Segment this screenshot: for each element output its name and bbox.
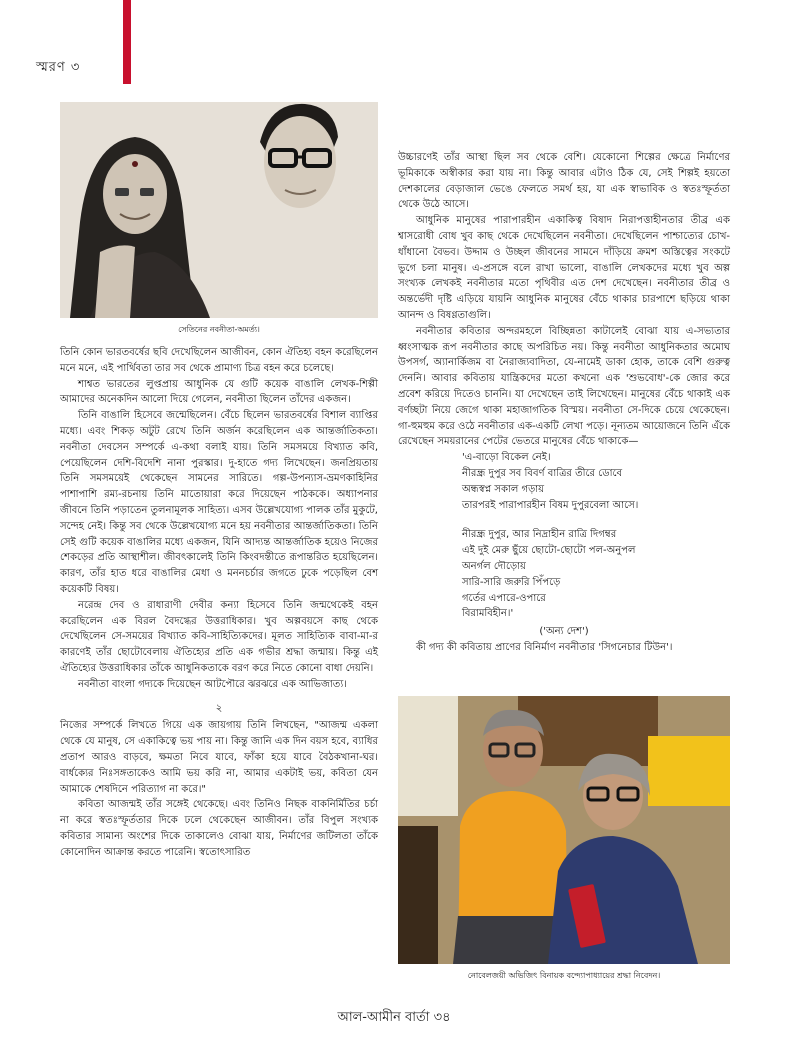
paragraph: নবনীতা বাংলা গদ্যকে দিয়েছেন আটপৌরে ঝরঝরে এক আভিজাত্য। xyxy=(78,678,347,690)
photo-top-caption: সেতিনের নবনীতা-অমর্ত্য। xyxy=(178,325,260,334)
paragraph: কী গদ্য কী কবিতায় প্রাণের বিনির্মাণ নবনীতার 'সিগনেচার টিউন'। xyxy=(416,641,673,653)
paragraph: তিনি বাঙালি হিসেবে জন্মেছিলেন। বেঁচে ছিলেন ভারতবর্ষের বিশাল ব্যাপ্তির মধ্যে। এবং শিকড় অটুট রেখে তিনি অর্জন করেছিলেন এক আন্তর্জাতিকতা। নবনীতা দেবসেন সম্পর্কে এ-কথা বলাই যায়। তিনি সমসময়ে বিখ্যাত কবি, পেয়েছিলেন দেশি-বিদেশি নানা পুরস্কার। দু-হাতে গদ্য লিখেছেন। জনপ্রিয়তায় তিনি সমসময়েই থেকেছেন সামনের সারিতে। গল্প-উপন্যাস-ভ্রমণকাহিনির পাশাপাশি রম্য-রচনায় তিনি মাতোয়ারা করে দিয়েছেন পাঠককে। অধ্যাপনার জীবনে তিনি পড়াতেন তুলনামূলক সাহিত্য। এসব উল্লেখযোগ্য পালক তাঁর মুকুটে, সন্দেহ নেই। কিন্তু সব থেকে উল্লেখযোগ্য মনে হয় নবনীতার আন্তর্জাতিকতা। তিনি সেই গুটি কয়েক বাঙালির মধ্যে একজন, যিনি আদ্যন্ত আন্তর্জাতিক হয়েও নিজের শেকড়ের প্রতি আস্থাশীল। জীবৎকালেই তিনি কিংবদন্তীতে রূপান্তরিত হয়েছিলেন। কারণ, তাঁর হাত ধরে বাঙালির মেধা ও মননচর্চার জগতে ঢুকে পড়েছিল বেশ কয়েকটি বিষয়। xyxy=(60,410,378,595)
photo-illustration xyxy=(60,102,378,318)
section-label: স্মরণ ৩ xyxy=(36,60,81,75)
paragraph: নিজের সম্পর্কে লিখতে গিয়ে এক জায়গায় তিনি লিখছেন, "আজন্ম একলা থেকে যে মানুষ, সে একাকিত্বে ভয় পায় না। কিন্তু জানি এক দিন বয়স হবে, ব্যাধির প্রতাপ আরও বাড়বে, ক্ষমতা নিবে যাবে, ফাঁকা হয়ে যাবে বৈঠকখানা-ঘর। বার্ধক্যের নিঃসঙ্গতাকেও আমি ভয় করি না, আমার একটাই ভয়, কবিতা যেন আমাকে শেষদিনে পরিত্যাগ না করে।" xyxy=(60,720,378,795)
accent-bar xyxy=(123,0,131,84)
paragraph: উচ্চারণেই তাঁর আস্থা ছিল সব থেকে বেশি। যেকোনো শিল্পের ক্ষেত্রে নির্মাণের ভূমিকাকে অস্বীকার করা যায় না। কিন্তু আবার এটাও ঠিক যে, সেই শিল্পই হয়তো দেশকালের বেড়াজাল ভেঙে ফেলতে সমর্থ হয়, যা এক স্বাভাবিক ও স্বতঃস্ফূর্ততা থেকে উঠে আসে। xyxy=(398,152,730,211)
left-column xyxy=(60,345,378,861)
section-number: ২ xyxy=(215,702,223,714)
poem-source: ('অন্য দেশ') xyxy=(539,626,589,638)
poem-line: গর্তের এপারে-ওপারে xyxy=(462,592,546,604)
paragraph: আধুনিক মানুষের পারাপারহীন একাকিত্ব বিষাদ নিরাপত্তাহীনতার তীব্র এক শ্বাসরোধী বোধ খুব কাছ থেকে দেখেছিলেন নবনীতা। দেখেছিলেন পাশ্চাত্যের চোখ-ধাঁধানো বৈভব। উদ্দাম ও উচ্ছল জীবনের সামনে দাঁড়িয়ে ক্রমশ অস্তিত্বের সংকটে ভুগে চলা মানুষ। এ-প্রসঙ্গে বলে রাখা ভালো, বাঙালি লেখকদের মধ্যে খুব অল্প সংখ্যক লেখকই নবনীতার মতো পৃথিবীর এত দেশ দেখেছেন। নবনীতার তীব্র ও অন্তর্ভেদী দৃষ্টি এড়িয়ে যায়নি আধুনিক মানুষের বেঁচে থাকার চারপাশে ছড়িয়ে থাকা আনন্দ ও বিষণ্ণতাগুলি। xyxy=(398,215,730,321)
paragraph: নবনীতার কবিতার অন্দরমহলে বিচ্ছিন্নতা কাটালেই বোঝা যায় এ-সভ্যতার ধ্বংসাত্মক রূপ নবনীতার কাছে অপরিচিত নয়। কিন্তু নবনীতা আধুনিকতার অমোঘ উপসর্গ, অ্যানার্কিজম বা নৈরাজ্যবাদিতা, যে-নামেই ডাকা হোক, তাকে বেশি গুরুত্ব দেননি। আবার কবিতায় যান্ত্রিকদের মতো কখনো এক 'শুভবোধ'-কে জোর করে প্রবেশ করিয়ে দিতেও চাননি। যা দেখেছেন তাই লিখেছেন। মানুষের বেঁচে থাকাই এক বর্ণচ্ছটা নিয়ে জেগে থাকা মহাজাগতিক বিস্ময়। নবনীতা সে-দিকে চেয়ে থেকেছেন। গা-হুমহুম করে ওঠে নবনীতার এক-একটি লেখা পড়ে। নূন্যতম আয়োজনে তিনি এঁকে রেখেছেন সময়রানের পেটের ভেতরে মানুষের বেঁচে থাকাকে— xyxy=(398,325,730,448)
photo-nabaneeta-amartya xyxy=(60,102,378,318)
poem-line: 'এ-বাড়ো বিকেল নেই। xyxy=(462,452,551,464)
photo-bottom-caption: নোবেলজয়ী অভিজিৎ বিনায়ক বন্দ্যোপাধ্যায়ের শ্রদ্ধা নিবেদন। xyxy=(467,971,661,980)
photo-illustration xyxy=(398,696,730,964)
paragraph: তিনি কোন ভারতবর্ষের ছবি দেখেছিলেন আজীবন, কোন ঐতিহ্য বহন করেছিলেন মনে মনে, এই পার্থিবতা তার সব থেকে প্রামাণ্য চিত্র বহন করে চলেছে। xyxy=(60,347,378,374)
poem-line: বিরামবিহীন।' xyxy=(462,608,514,620)
paragraph: শাশ্বত ভারতের লুপ্তপ্রায় আধুনিক যে গুটি কয়েক বাঙালি লেখক-শিল্পী আমাদের অনেকদিন আলো দিয়ে গেলেন, নবনীতা ছিলেন তাঁদের একজন। xyxy=(60,378,378,406)
paragraph: নরেন্দ্র দেব ও রাধারাণী দেবীর কন্যা হিসেবে তিনি জন্মথেকেই বহন করেছিলেন এক বিরল বৈদগ্ধের উত্তরাধিকার। খুব অল্পবয়সে কাছ থেকে দেখেছিলেন সে-সময়ের বিখ্যাত কবি-সাহিত্যিকদের। মূলত সাহিত্যিক বাবা-মা-র কারণেই তাঁর ছোটোবেলায় ঐতিহ্যের প্রতি এক গভীর শ্রদ্ধা জন্মায়। কিন্তু এই ঐতিহ্যের উত্তরাধিকার তাঁকে আধুনিকতাকে বরণ করে নিতে কোনো বাধা দেয়নি। xyxy=(60,599,378,674)
poem-line: এই দুই মেরু ছুঁয়ে ছোটো-ছোটো পল-অনুপল xyxy=(462,545,636,557)
poem-quote xyxy=(398,450,730,622)
poem-line: সারি-সারি জরুরি পিঁপড়ে xyxy=(462,576,561,588)
poem-line: অনর্গল দৌড়োয় xyxy=(462,560,526,572)
poem-line: তারপরই পারাপারহীন বিষম দুপুরবেলা আসে। xyxy=(462,499,639,511)
photo-abhijit-tribute xyxy=(398,696,730,964)
paragraph: কবিতা আজন্মই তাঁর সঙ্গেই থেকেছে। এবং তিনিও নিছক বাকনির্মিতির চর্চা না করে স্বতঃস্ফূর্ততার দিকে ঢলে থেকেছেন আজীবন। তাঁর বিপুল সংখ্যক কবিতার সামান্য অংশের দিকে তাকালেও বোঝা যায়, নির্মাণের জটিলতা তাঁকে কোনোদিন আক্রান্ত করতে পারেনি। স্বতোৎসারিত xyxy=(60,799,378,858)
poem-line: অন্ধস্বপ্ন সকাল গড়ায় xyxy=(462,483,545,495)
poem-line: নীরন্ধ্র দুপুর সব বিবর্ণ বাত্রির তীরে ডোবে xyxy=(462,467,623,479)
right-column xyxy=(398,150,730,656)
page-footer: আল-আমীন বার্তা ৩৪ xyxy=(337,1010,451,1025)
poem-line: নীরন্ধ্র দুপুর, আর নিদ্রাহীন রাত্রি দিগম্বর xyxy=(462,529,617,541)
